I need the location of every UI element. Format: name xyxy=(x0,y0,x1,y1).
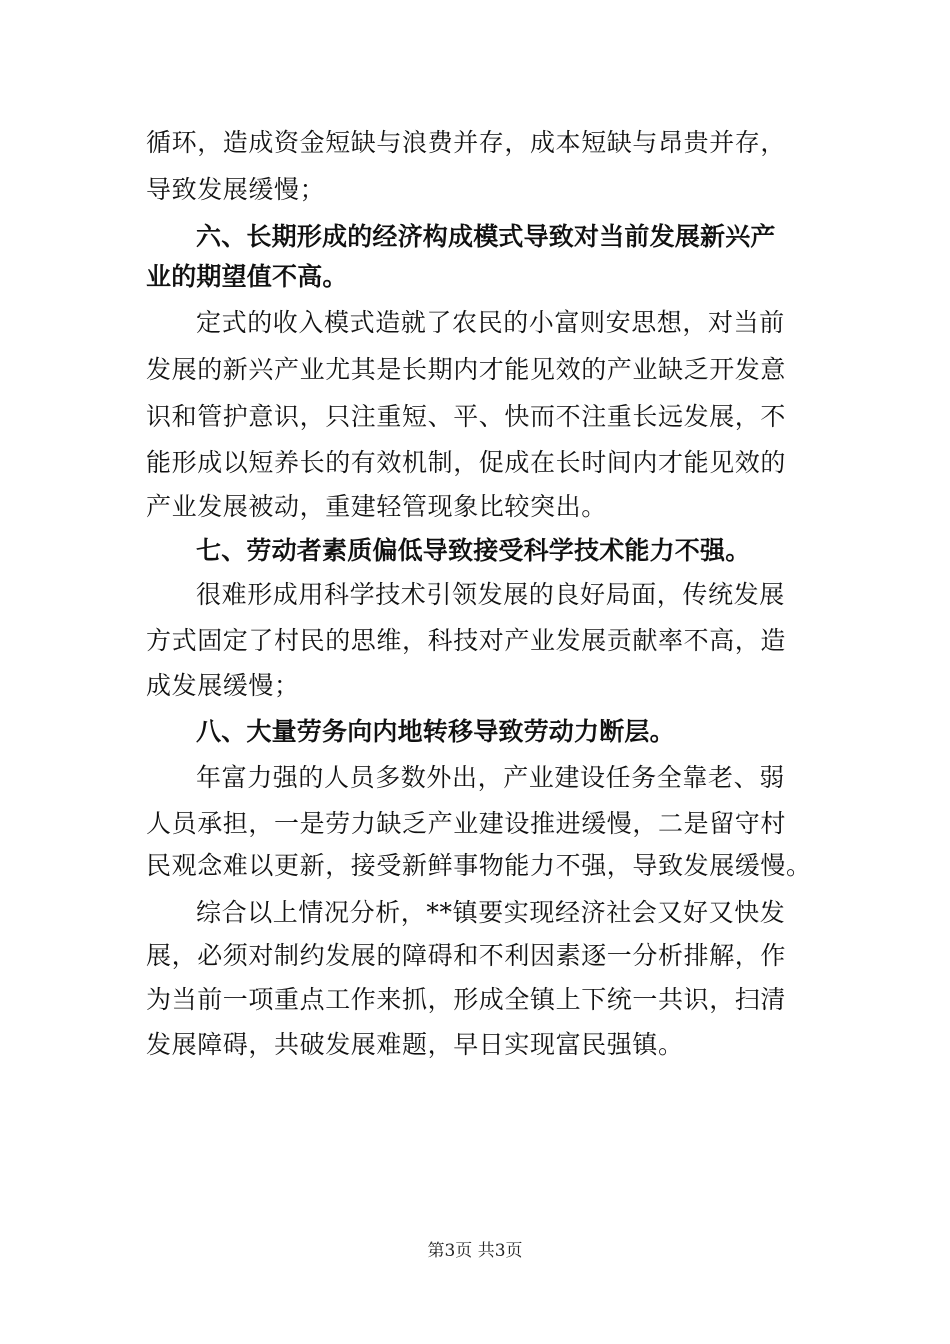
body-text-line: 展，必须对制约发展的障碍和不利因素逐一分析排解，作 xyxy=(146,941,787,970)
body-text-line: 民观念难以更新，接受新鲜事物能力不强，导致发展缓慢。 xyxy=(146,851,812,880)
body-text-line: 成发展缓慢； xyxy=(146,671,300,700)
body-text-line: 很难形成用科学技术引领发展的良好局面，传统发展 xyxy=(196,580,785,609)
body-text-line: 产业发展被动，重建轻管现象比较突出。 xyxy=(146,492,607,521)
page-number-footer: 第3页 共3页 xyxy=(427,1241,523,1261)
body-text-line: 循环，造成资金短缺与浪费并存，成本短缺与昂贵并存， xyxy=(146,128,787,157)
section-heading-8: 八、大量劳务向内地转移导致劳动力断层。 xyxy=(196,717,675,746)
body-text-line: 人员承担，一是劳力缺乏产业建设推进缓慢，二是留守村 xyxy=(146,809,787,838)
body-text-line: 综合以上情况分析，**镇要实现经济社会又好又快发 xyxy=(196,898,786,927)
section-heading-6: 六、长期形成的经济构成模式导致对当前发展新兴产 xyxy=(196,222,776,251)
section-heading-7: 七、劳动者素质偏低导致接受科学技术能力不强。 xyxy=(196,536,751,565)
body-text-line: 能形成以短养长的有效机制，促成在长时间内才能见效的 xyxy=(146,448,787,477)
section-heading-6-cont: 业的期望值不高。 xyxy=(146,262,348,291)
body-text-line: 导致发展缓慢； xyxy=(146,175,326,204)
body-text-line: 发展障碍，共破发展难题，早日实现富民强镇。 xyxy=(146,1030,684,1059)
body-text-line: 为当前一项重点工作来抓，形成全镇上下统一共识，扫清 xyxy=(146,985,787,1014)
body-text-line: 识和管护意识，只注重短、平、快而不注重长远发展，不 xyxy=(146,402,787,431)
body-text-line: 定式的收入模式造就了农民的小富则安思想，对当前 xyxy=(196,308,785,337)
body-text-line: 年富力强的人员多数外出，产业建设任务全靠老、弱 xyxy=(196,763,785,792)
body-text-line: 发展的新兴产业尤其是长期内才能见效的产业缺乏开发意 xyxy=(146,355,787,384)
body-text-line: 方式固定了村民的思维，科技对产业发展贡献率不高，造 xyxy=(146,626,787,655)
